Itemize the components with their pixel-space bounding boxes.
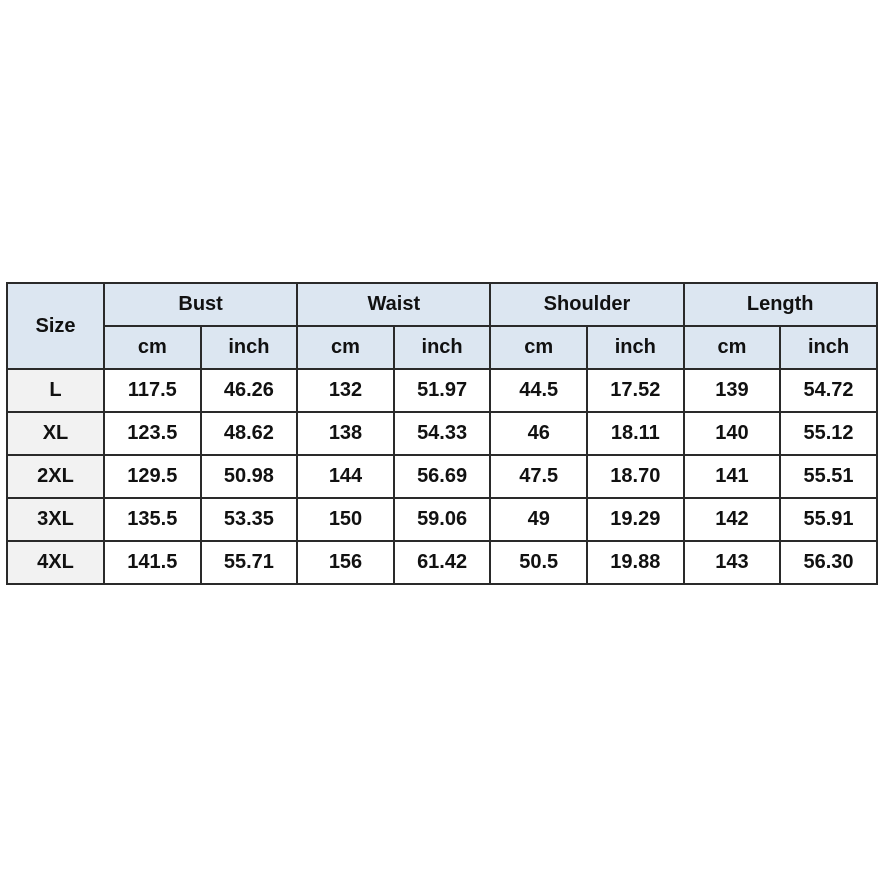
length-cm-header: cm bbox=[684, 326, 781, 369]
shoulder-cm-header: cm bbox=[490, 326, 587, 369]
shoulder-header: Shoulder bbox=[490, 283, 683, 326]
size-chart-table bbox=[6, 282, 878, 585]
shoulder-inch-header: inch bbox=[587, 326, 684, 369]
bust-cm-header: cm bbox=[104, 326, 201, 369]
waist-cm-cell: 138 bbox=[297, 412, 394, 455]
length-cm-cell: 143 bbox=[684, 541, 781, 584]
bust-cm-cell: 141.5 bbox=[104, 541, 201, 584]
shoulder-cm-cell: 50.5 bbox=[490, 541, 587, 584]
waist-inch-header: inch bbox=[394, 326, 491, 369]
waist-cm-cell: 132 bbox=[297, 369, 394, 412]
shoulder-cm-cell: 49 bbox=[490, 498, 587, 541]
shoulder-cm-cell: 46 bbox=[490, 412, 587, 455]
waist-inch-cell: 59.06 bbox=[394, 498, 491, 541]
table-row bbox=[7, 455, 877, 498]
bust-inch-header: inch bbox=[201, 326, 298, 369]
header-row-groups bbox=[7, 283, 877, 326]
length-inch-cell: 54.72 bbox=[780, 369, 877, 412]
waist-inch-cell: 54.33 bbox=[394, 412, 491, 455]
table-row bbox=[7, 412, 877, 455]
waist-cm-cell: 144 bbox=[297, 455, 394, 498]
bust-header: Bust bbox=[104, 283, 297, 326]
bust-inch-cell: 46.26 bbox=[201, 369, 298, 412]
length-header: Length bbox=[684, 283, 877, 326]
table-row bbox=[7, 369, 877, 412]
length-inch-cell: 56.30 bbox=[780, 541, 877, 584]
size-cell: 4XL bbox=[7, 541, 104, 584]
waist-inch-cell: 51.97 bbox=[394, 369, 491, 412]
waist-cm-cell: 156 bbox=[297, 541, 394, 584]
length-cm-cell: 142 bbox=[684, 498, 781, 541]
length-cm-cell: 141 bbox=[684, 455, 781, 498]
size-column-header: Size bbox=[7, 283, 104, 369]
shoulder-cm-cell: 44.5 bbox=[490, 369, 587, 412]
bust-cm-cell: 123.5 bbox=[104, 412, 201, 455]
length-cm-cell: 140 bbox=[684, 412, 781, 455]
bust-cm-cell: 117.5 bbox=[104, 369, 201, 412]
bust-inch-cell: 53.35 bbox=[201, 498, 298, 541]
shoulder-inch-cell: 17.52 bbox=[587, 369, 684, 412]
size-chart bbox=[6, 282, 876, 585]
waist-inch-cell: 56.69 bbox=[394, 455, 491, 498]
size-cell: 2XL bbox=[7, 455, 104, 498]
shoulder-inch-cell: 18.70 bbox=[587, 455, 684, 498]
size-cell: 3XL bbox=[7, 498, 104, 541]
table-row bbox=[7, 498, 877, 541]
length-cm-cell: 139 bbox=[684, 369, 781, 412]
length-inch-cell: 55.91 bbox=[780, 498, 877, 541]
bust-inch-cell: 48.62 bbox=[201, 412, 298, 455]
shoulder-inch-cell: 19.88 bbox=[587, 541, 684, 584]
waist-cm-header: cm bbox=[297, 326, 394, 369]
header-row-units bbox=[7, 326, 877, 369]
waist-inch-cell: 61.42 bbox=[394, 541, 491, 584]
bust-cm-cell: 129.5 bbox=[104, 455, 201, 498]
shoulder-cm-cell: 47.5 bbox=[490, 455, 587, 498]
waist-header: Waist bbox=[297, 283, 490, 326]
bust-inch-cell: 55.71 bbox=[201, 541, 298, 584]
length-inch-header: inch bbox=[780, 326, 877, 369]
waist-cm-cell: 150 bbox=[297, 498, 394, 541]
size-cell: XL bbox=[7, 412, 104, 455]
length-inch-cell: 55.51 bbox=[780, 455, 877, 498]
shoulder-inch-cell: 18.11 bbox=[587, 412, 684, 455]
shoulder-inch-cell: 19.29 bbox=[587, 498, 684, 541]
bust-inch-cell: 50.98 bbox=[201, 455, 298, 498]
table-row bbox=[7, 541, 877, 584]
size-cell: L bbox=[7, 369, 104, 412]
length-inch-cell: 55.12 bbox=[780, 412, 877, 455]
bust-cm-cell: 135.5 bbox=[104, 498, 201, 541]
